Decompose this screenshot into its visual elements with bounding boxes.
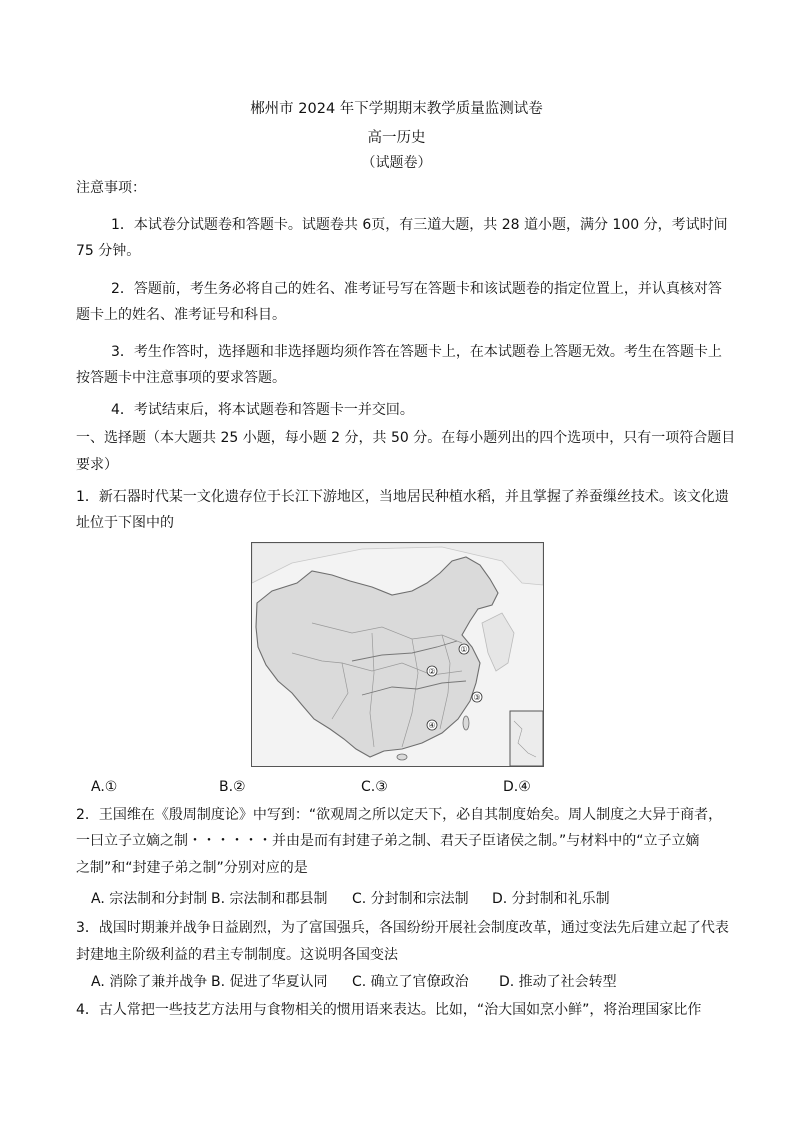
- svg-text:④: ④: [428, 721, 436, 730]
- question-1-option-c[interactable]: C.③: [361, 779, 388, 795]
- notice-item-2-line2: 题卡上的姓名、准考证号和科目。: [76, 307, 286, 323]
- exam-subject: 高一历史: [367, 130, 426, 146]
- china-map-figure: [251, 542, 544, 767]
- question-1-line2: 址位于下图中的: [76, 515, 174, 531]
- question-3-option-b[interactable]: B. 促进了华夏认同: [211, 974, 328, 990]
- map-marker-4: [427, 720, 437, 730]
- notice-item-4-line1: 4．考试结束后，将本试题卷和答题卡一并交回。: [111, 402, 414, 418]
- question-2-option-b[interactable]: B. 宗法制和郡县制: [211, 891, 328, 907]
- question-2-option-c[interactable]: C. 分封制和宗法制: [352, 891, 469, 907]
- notice-item-3-line2: 按答题卡中注意事项的要求答题。: [76, 370, 286, 386]
- map-marker-1: [459, 644, 469, 654]
- map-marker-2: [427, 666, 437, 676]
- notice-item-1-line1: 1．本试卷分试题卷和答题卡。试题卷共 6页，有三道大题，共 28 道小题，满分 100 分，考试时间: [111, 217, 728, 233]
- notice-item-1-line2: 75 分钟。: [76, 243, 141, 259]
- question-3-option-d[interactable]: D. 推动了社会转型: [499, 974, 617, 990]
- notice-item-3-line1: 3．考生作答时，选择题和非选择题均须作答在答题卡上，在本试题卷上答题无效。考生在答题卡上: [111, 344, 722, 360]
- question-2-option-d[interactable]: D. 分封制和礼乐制: [492, 891, 610, 907]
- notice-item-2-line1: 2．答题前，考生务必将自己的姓名、准考证号写在答题卡和该试题卷的指定位置上，并认真核对答: [111, 281, 722, 297]
- map-marker-3: [472, 692, 482, 702]
- svg-text:②: ②: [428, 667, 436, 676]
- question-2-line1: 2．王国维在《殷周制度论》中写到：“欲观周之所以定天下，必自其制度始矣。周人制度之大异于商者，: [76, 807, 723, 823]
- notice-heading: 注意事项：: [76, 180, 146, 196]
- question-1-option-a[interactable]: A.①: [91, 779, 118, 795]
- question-2-line2: 一曰立子立嫡之制・・・・・・并由是而有封建子弟之制、君天子臣诸侯之制。”与材料中的“立子立嫡: [76, 833, 700, 849]
- section-1-heading-line1: 一、选择题（本大题共 25 小题，每小题 2 分，共 50 分。在每小题列出的四个选项中，只有一项符合题目: [76, 430, 736, 446]
- question-3-line1: 3．战国时期兼并战争日益剧烈，为了富国强兵，各国纷纷开展社会制度改革，通过变法先后建立起了代表: [76, 920, 729, 936]
- question-1-line1: 1．新石器时代某一文化遗存位于长江下游地区，当地居民种植水稻，并且掌握了养蚕缫丝技术。该文化遗: [76, 489, 729, 505]
- question-3-option-c[interactable]: C. 确立了官僚政治: [352, 974, 469, 990]
- question-3-line2: 封建地主阶级利益的君主专制制度。这说明各国变法: [76, 947, 398, 963]
- paper-type-label: （试题卷）: [361, 155, 432, 171]
- section-1-heading-line2: 要求）: [76, 457, 118, 473]
- exam-title: 郴州市 2024 年下学期期末教学质量监测试卷: [250, 101, 543, 117]
- svg-text:①: ①: [460, 645, 468, 654]
- question-1-option-d[interactable]: D.④: [503, 779, 531, 795]
- question-4-line1: 4．古人常把一些技艺方法用与食物相关的惯用语来表达。比如，“治大国如烹小鲜”，将治理国家比作: [76, 1002, 702, 1018]
- question-1-option-b[interactable]: B.②: [219, 779, 246, 795]
- china-map-svg: [252, 543, 543, 766]
- question-3-option-a[interactable]: A. 消除了兼并战争: [91, 974, 208, 990]
- question-2-option-a[interactable]: A. 宗法制和分封制: [91, 891, 208, 907]
- svg-text:③: ③: [473, 693, 481, 702]
- question-2-line3: 之制”和“封建子弟之制”分别对应的是: [76, 860, 308, 876]
